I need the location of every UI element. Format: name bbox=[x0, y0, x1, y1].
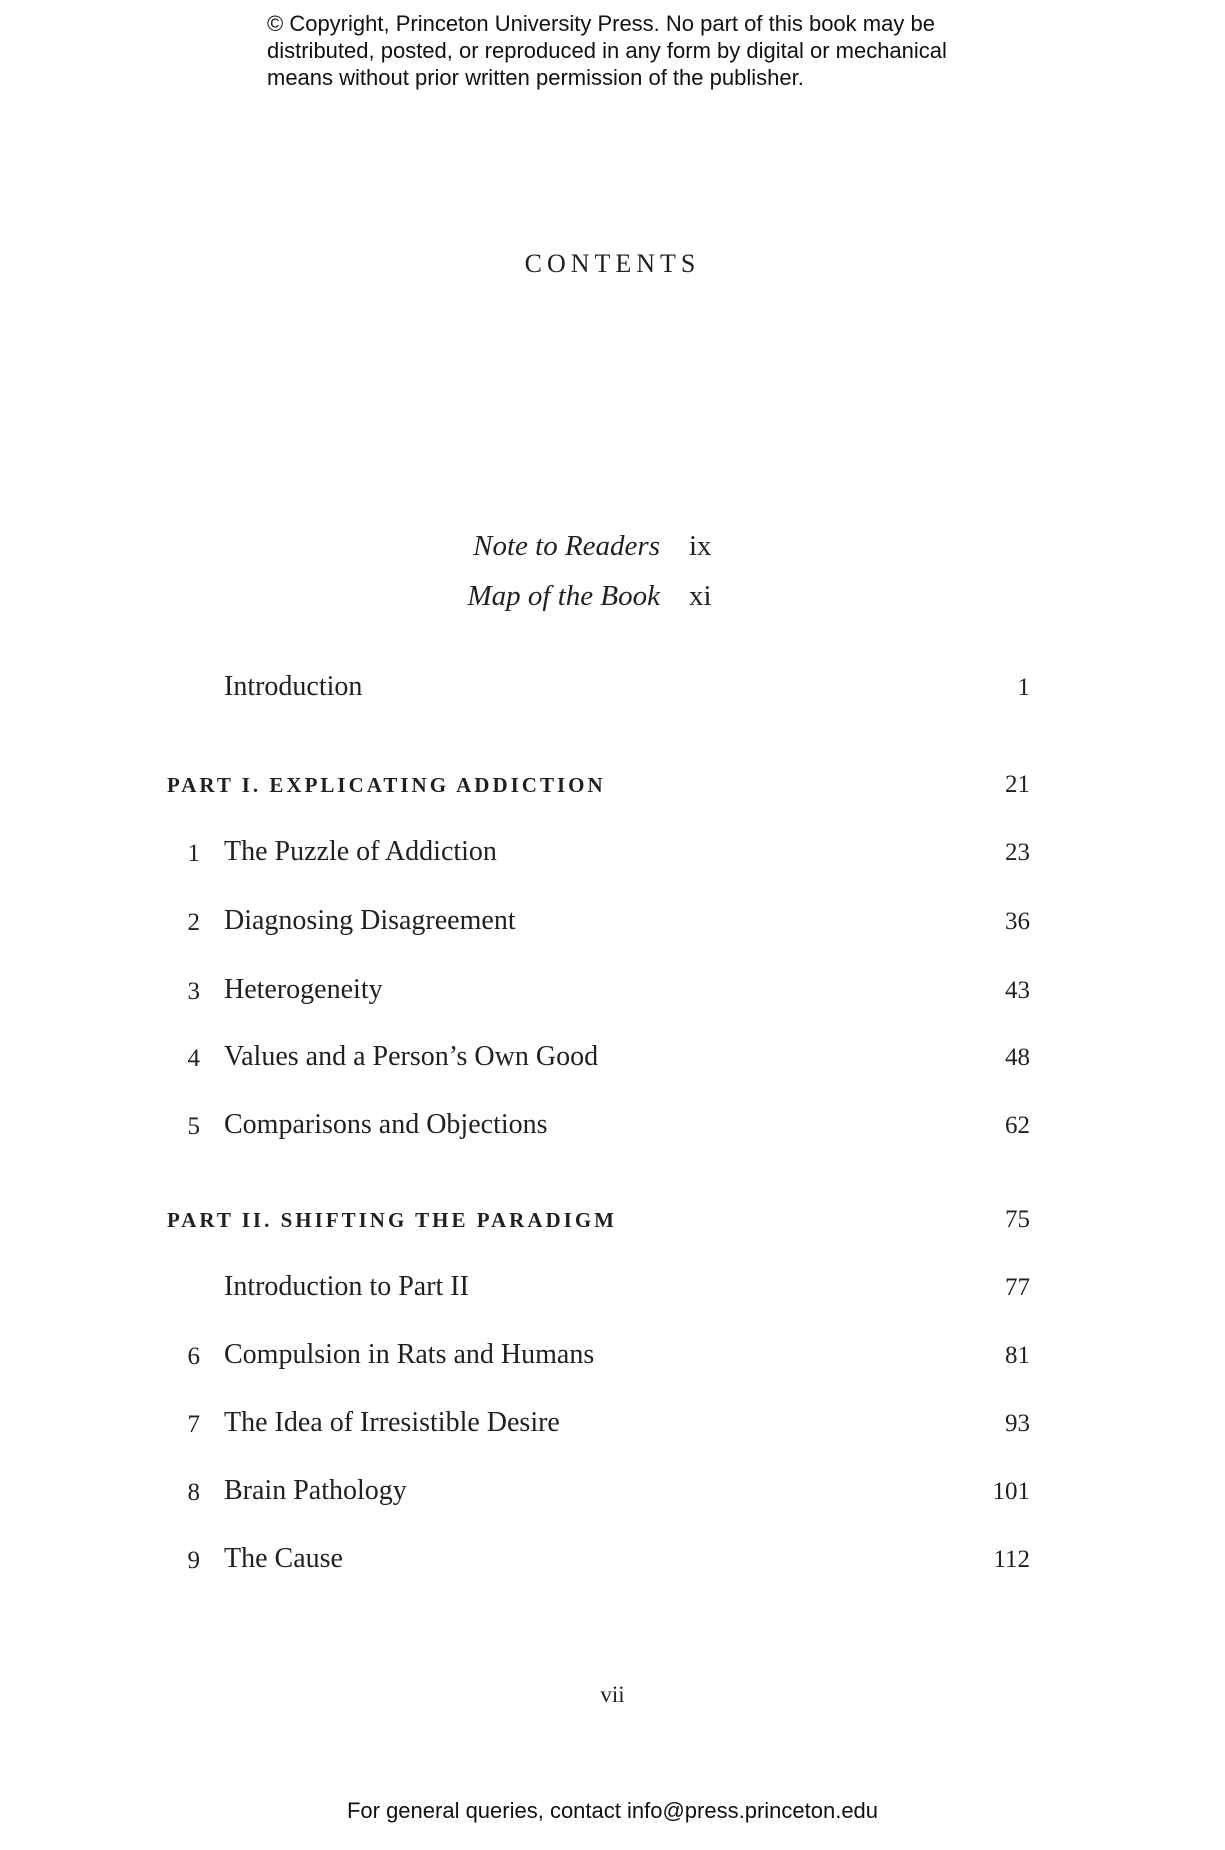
front-matter-page: xi bbox=[689, 580, 712, 612]
toc-entry bbox=[0, 1339, 1225, 1379]
page-number: 77 bbox=[1005, 1274, 1030, 1301]
chapter-title: The Idea of Irresistible Desire bbox=[224, 1407, 560, 1438]
chapter-title: The Cause bbox=[224, 1543, 343, 1574]
toc-entry bbox=[0, 1475, 1225, 1515]
page-number: 75 bbox=[1005, 1206, 1030, 1233]
toc-entry bbox=[0, 836, 1225, 876]
page-number: 112 bbox=[993, 1546, 1030, 1573]
part-title: PART II. SHIFTING THE PARADIGM bbox=[167, 1208, 618, 1232]
toc-entry bbox=[0, 671, 1225, 711]
part-title: PART I. EXPLICATING ADDICTION bbox=[167, 773, 606, 797]
page-number: 81 bbox=[1005, 1342, 1030, 1369]
chapter-number: 7 bbox=[187, 1411, 200, 1438]
chapter-number: 2 bbox=[187, 909, 200, 936]
front-matter-page: ix bbox=[689, 530, 712, 562]
chapter-number: 9 bbox=[187, 1547, 200, 1574]
page-number: 48 bbox=[1005, 1044, 1030, 1071]
chapter-title: Diagnosing Disagreement bbox=[224, 905, 516, 936]
chapter-title: Compulsion in Rats and Humans bbox=[224, 1339, 595, 1370]
copyright-notice bbox=[267, 10, 1027, 91]
page-title: CONTENTS bbox=[524, 249, 701, 278]
toc-entry bbox=[0, 1041, 1225, 1081]
toc-entry bbox=[0, 1543, 1225, 1583]
page-number: 43 bbox=[1005, 977, 1030, 1004]
page-number: 21 bbox=[1005, 771, 1030, 798]
part-heading bbox=[0, 768, 1225, 808]
chapter-number: 8 bbox=[187, 1479, 200, 1506]
chapter-number: 5 bbox=[187, 1113, 200, 1140]
chapter-title: Brain Pathology bbox=[224, 1475, 407, 1506]
copyright-line: means without prior written permission of the publisher. bbox=[267, 65, 804, 90]
footer-contact: For general queries, contact info@press.princeton.edu bbox=[346, 1798, 879, 1823]
chapter-number: 4 bbox=[187, 1045, 200, 1072]
page-number: 36 bbox=[1005, 908, 1030, 935]
toc-entry bbox=[0, 905, 1225, 945]
front-matter-label: Map of the Book bbox=[467, 580, 660, 612]
copyright-line: distributed, posted, or reproduced in any form by digital or mechanical bbox=[267, 38, 947, 63]
chapter-title: Heterogeneity bbox=[224, 974, 383, 1005]
copyright-line: © Copyright, Princeton University Press. No part of this book may be bbox=[267, 11, 935, 36]
chapter-title: Introduction to Part II bbox=[224, 1271, 469, 1302]
folio-page-number: vii bbox=[600, 1682, 625, 1707]
page-number: 23 bbox=[1005, 839, 1030, 866]
chapter-title: Comparisons and Objections bbox=[224, 1109, 548, 1140]
chapter-number: 1 bbox=[187, 840, 200, 867]
chapter-title: Values and a Person’s Own Good bbox=[224, 1041, 599, 1072]
toc-entry bbox=[0, 1407, 1225, 1447]
toc-entry bbox=[0, 1271, 1225, 1311]
page-number: 93 bbox=[1005, 1410, 1030, 1437]
chapter-number: 6 bbox=[187, 1343, 200, 1370]
toc-entry bbox=[0, 1109, 1225, 1149]
part-heading bbox=[0, 1203, 1225, 1243]
page-number: 101 bbox=[992, 1478, 1030, 1505]
page-number: 1 bbox=[1017, 674, 1030, 701]
chapter-title: The Puzzle of Addiction bbox=[224, 836, 497, 867]
page-number: 62 bbox=[1005, 1112, 1030, 1139]
toc-entry bbox=[0, 974, 1225, 1014]
chapter-title: Introduction bbox=[224, 671, 363, 702]
front-matter-label: Note to Readers bbox=[473, 530, 660, 562]
chapter-number: 3 bbox=[187, 978, 200, 1005]
